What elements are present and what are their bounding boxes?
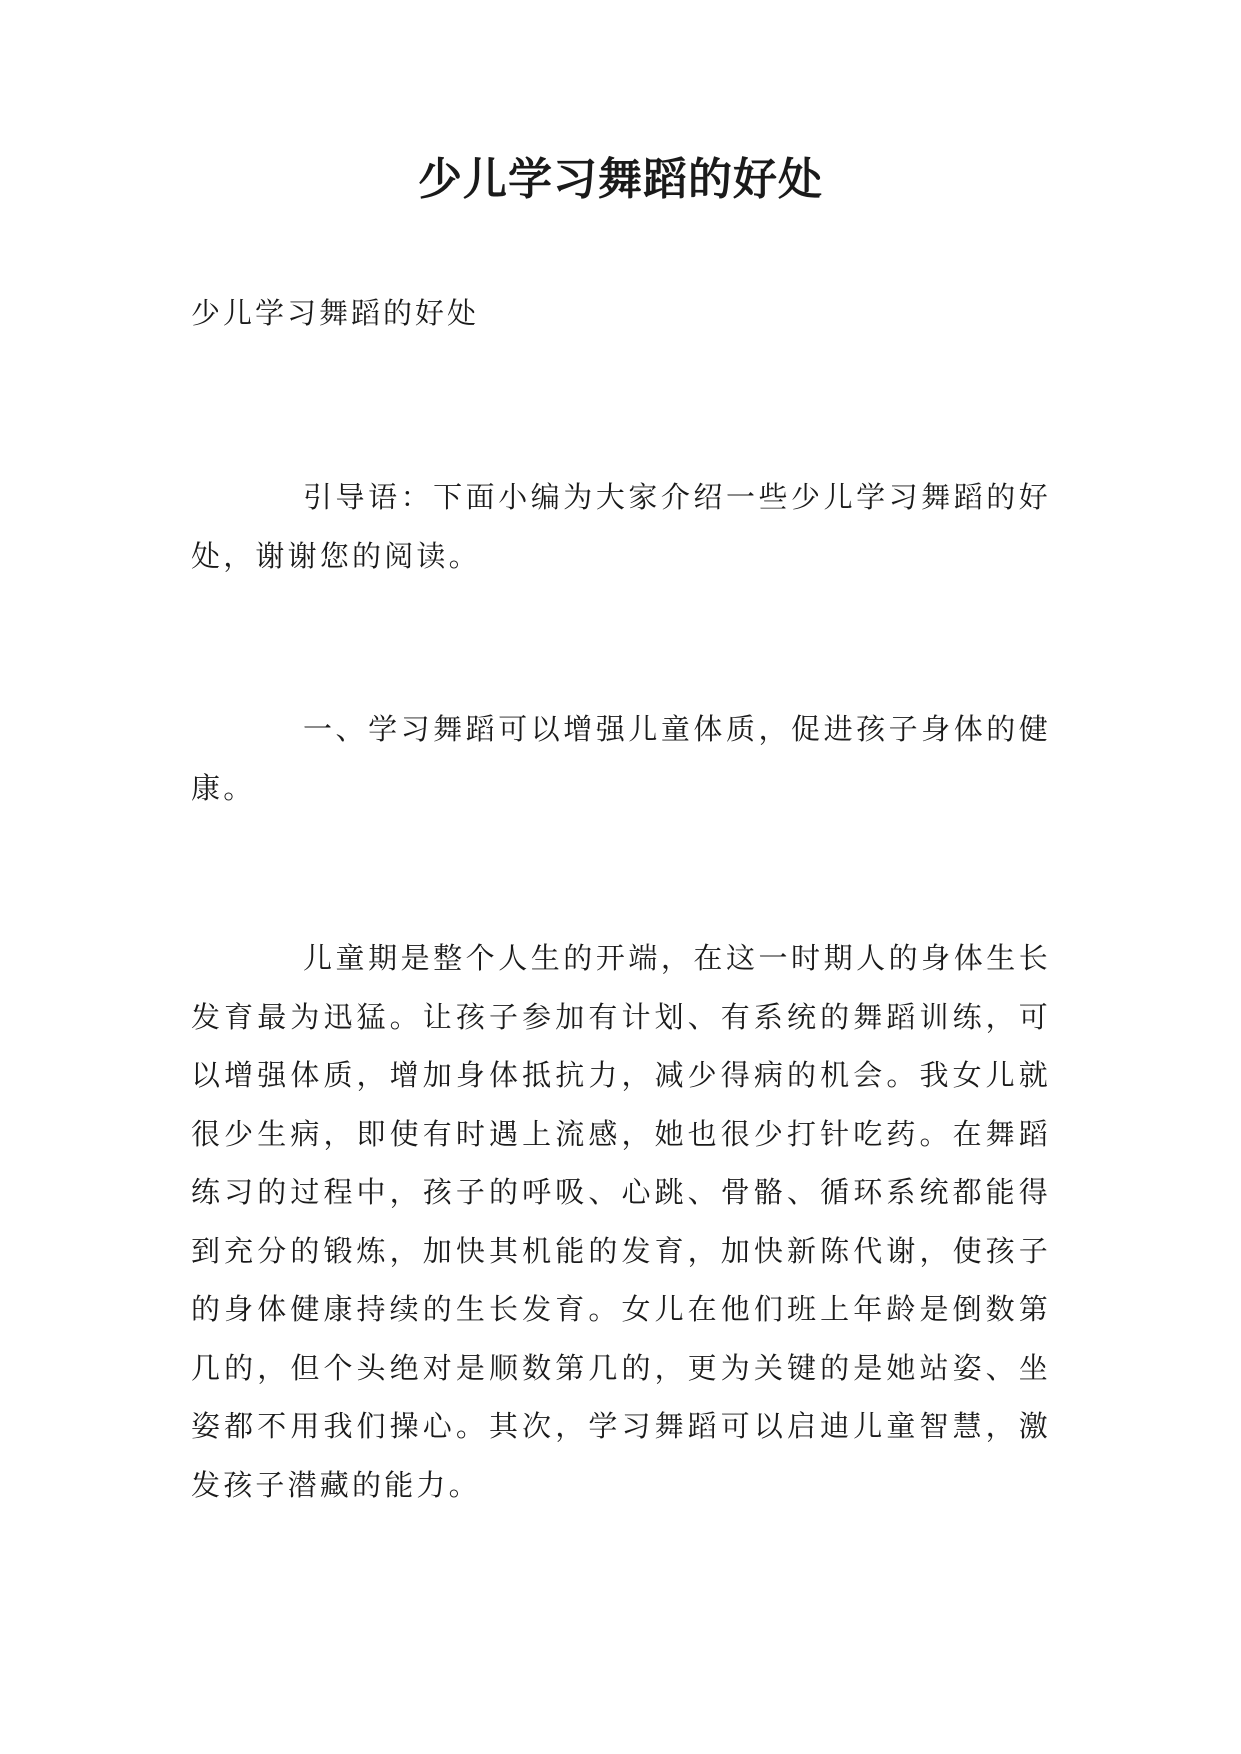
section-heading-paragraph: 一、学习舞蹈可以增强儿童体质，促进孩子身体的健康。 — [191, 712, 1051, 805]
document-subtitle: 少儿学习舞蹈的好处 — [191, 296, 480, 330]
page-title: 少儿学习舞蹈的好处 — [418, 154, 823, 205]
body-paragraph: 儿童期是整个人生的开端，在这一时期人的身体生长发育最为迅猛。让孩子参加有计划、有系统的舞蹈训练，可以增强体质，增加身体抵抗力，减少得病的机会。我女儿就很少生病，即使有时遇上流感，她也很少打针吃药。在舞蹈练习的过程中，孩子的呼吸、心跳、骨骼、循环系统都能得到充分的锻炼，加快其机能的发育，加快新陈代谢，使孩子的身体健康持续的生长发育。女儿在他们班上年龄是倒数第几的，但个头绝对是顺数第几的，更为关键的是她站姿、坐姿都不用我们操心。其次，学习舞蹈可以启迪儿童智慧，激发孩子潜藏的能力。 — [191, 941, 1051, 1502]
intro-paragraph: 引导语：下面小编为大家介绍一些少儿学习舞蹈的好处，谢谢您的阅读。 — [191, 480, 1051, 573]
